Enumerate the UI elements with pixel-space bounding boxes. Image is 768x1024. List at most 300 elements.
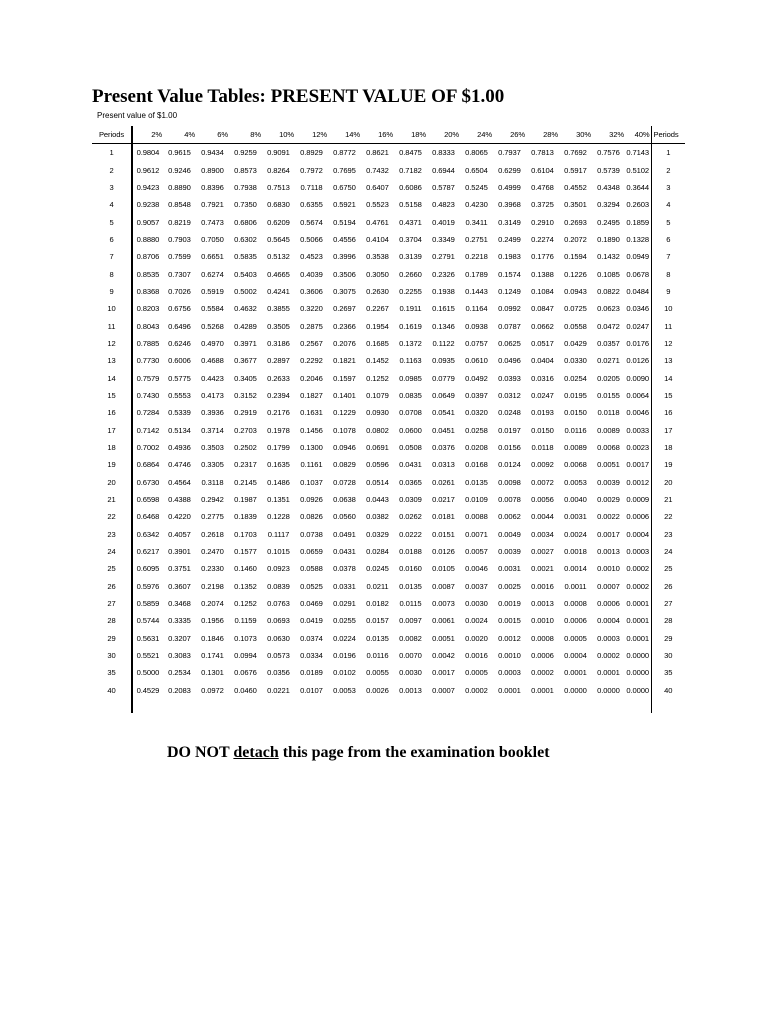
pv-value-cell: 0.0053 bbox=[333, 685, 356, 695]
pv-value-cell: 0.5521 bbox=[136, 651, 160, 661]
pv-value-cell: 0.4564 bbox=[168, 477, 191, 487]
period-cell: 2 bbox=[92, 161, 132, 178]
pv-value-cell: 0.4388 bbox=[168, 495, 191, 505]
pv-value-cell: 0.0188 bbox=[399, 547, 422, 557]
pv-value-cell: 0.0630 bbox=[267, 633, 290, 643]
pv-value-cell: 0.8065 bbox=[465, 148, 488, 158]
pv-value-cell: 0.0107 bbox=[300, 685, 323, 695]
pv-value-cell: 0.5744 bbox=[136, 616, 160, 626]
pv-value-cell: 0.1594 bbox=[564, 252, 587, 262]
period-cell-right: 1 bbox=[651, 144, 685, 162]
pv-value-cell: 0.3220 bbox=[300, 304, 323, 314]
pv-value-cell: 0.7937 bbox=[498, 148, 521, 158]
pv-value-cell: 0.0070 bbox=[399, 651, 422, 661]
pv-value-cell: 0.7350 bbox=[234, 200, 257, 210]
table-row bbox=[92, 404, 685, 421]
period-cell-right: 20 bbox=[651, 474, 685, 491]
pv-value-cell: 0.0678 bbox=[626, 269, 650, 279]
pv-value-cell: 0.1163 bbox=[399, 356, 422, 366]
rate-header: 12% bbox=[295, 126, 328, 144]
table-row bbox=[92, 265, 685, 282]
pv-value-cell: 0.0160 bbox=[399, 564, 422, 574]
pv-value-cell: 0.0002 bbox=[465, 685, 488, 695]
pv-value-cell: 0.4761 bbox=[366, 217, 389, 227]
pv-value-cell: 0.1117 bbox=[267, 529, 290, 539]
pv-value-cell: 0.1938 bbox=[432, 286, 455, 296]
pv-value-cell: 0.6651 bbox=[201, 252, 224, 262]
pv-value-cell: 0.8396 bbox=[201, 182, 224, 192]
pv-value-cell: 0.8621 bbox=[366, 148, 389, 158]
pv-value-cell: 0.0089 bbox=[597, 425, 620, 435]
pv-value-cell: 0.1486 bbox=[267, 477, 290, 487]
pv-value-cell: 0.3901 bbox=[168, 547, 191, 557]
pv-value-cell: 0.0005 bbox=[564, 633, 587, 643]
pv-value-cell: 0.0072 bbox=[531, 477, 554, 487]
page-title: Present Value Tables: PRESENT VALUE OF $1.00 bbox=[92, 86, 505, 107]
pv-value-cell: 0.1159 bbox=[234, 616, 257, 626]
pv-value-cell: 0.0042 bbox=[432, 651, 455, 661]
pv-value-cell: 0.0021 bbox=[531, 564, 554, 574]
table-row bbox=[92, 317, 685, 334]
pv-value-cell: 0.0787 bbox=[498, 321, 521, 331]
pv-value-cell: 0.0205 bbox=[597, 373, 620, 383]
pv-value-cell: 0.0009 bbox=[626, 495, 650, 505]
pv-value-cell: 0.0005 bbox=[465, 668, 488, 678]
pv-value-cell: 0.4371 bbox=[399, 217, 422, 227]
pv-value-cell: 0.1328 bbox=[626, 234, 650, 244]
pv-value-cell: 0.0046 bbox=[626, 408, 650, 418]
period-cell: 18 bbox=[92, 439, 132, 456]
pv-value-cell: 0.8772 bbox=[333, 148, 356, 158]
pv-value-cell: 0.0013 bbox=[399, 685, 422, 695]
pv-value-cell: 0.0090 bbox=[626, 373, 650, 383]
table-row bbox=[92, 682, 685, 713]
pv-value-cell: 0.0376 bbox=[432, 443, 455, 453]
period-cell: 28 bbox=[92, 612, 132, 629]
pv-value-cell: 0.0211 bbox=[366, 581, 389, 591]
period-cell-right: 14 bbox=[651, 369, 685, 386]
pv-value-cell: 0.1372 bbox=[399, 338, 422, 348]
pv-value-cell: 0.0022 bbox=[597, 512, 620, 522]
pv-value-cell: 0.0071 bbox=[465, 529, 488, 539]
pv-value-cell: 0.0491 bbox=[333, 529, 356, 539]
pv-value-cell: 0.0224 bbox=[333, 633, 356, 643]
pv-value-cell: 0.7695 bbox=[333, 165, 356, 175]
table-row bbox=[92, 508, 685, 525]
pv-value-cell: 0.0393 bbox=[498, 373, 521, 383]
pv-value-cell: 0.1084 bbox=[531, 286, 554, 296]
pv-value-cell: 0.5002 bbox=[234, 286, 257, 296]
pv-value-cell: 0.1401 bbox=[333, 390, 356, 400]
pv-value-cell: 0.0313 bbox=[432, 460, 455, 470]
table-row bbox=[92, 352, 685, 369]
pv-value-cell: 0.0109 bbox=[465, 495, 488, 505]
period-cell-right: 29 bbox=[651, 630, 685, 647]
pv-value-cell: 0.6355 bbox=[300, 200, 323, 210]
pv-value-cell: 0.0013 bbox=[597, 547, 620, 557]
pv-value-cell: 0.0002 bbox=[531, 668, 554, 678]
pv-value-cell: 0.0030 bbox=[399, 668, 422, 678]
pv-value-cell: 0.4746 bbox=[168, 460, 191, 470]
pv-value-cell: 0.6598 bbox=[136, 495, 160, 505]
pv-value-cell: 0.2330 bbox=[201, 564, 224, 574]
pv-value-cell: 0.7182 bbox=[399, 165, 422, 175]
pv-value-cell: 0.0001 bbox=[626, 633, 650, 643]
pv-value-cell: 0.4556 bbox=[333, 234, 356, 244]
period-cell: 12 bbox=[92, 335, 132, 352]
pv-value-cell: 0.2292 bbox=[300, 356, 323, 366]
pv-value-cell: 0.0826 bbox=[300, 512, 323, 522]
pv-value-cell: 0.6302 bbox=[234, 234, 257, 244]
pv-value-cell: 0.1956 bbox=[201, 616, 224, 626]
pv-value-cell: 0.4823 bbox=[432, 200, 455, 210]
pv-value-cell: 0.2693 bbox=[564, 217, 587, 227]
pv-value-cell: 0.0708 bbox=[399, 408, 422, 418]
pv-value-cell: 0.0073 bbox=[432, 599, 455, 609]
period-cell-right: 27 bbox=[651, 595, 685, 612]
pv-value-cell: 0.0006 bbox=[597, 599, 620, 609]
pv-value-cell: 0.0030 bbox=[465, 599, 488, 609]
pv-value-cell: 0.1776 bbox=[531, 252, 554, 262]
pv-value-cell: 0.0331 bbox=[333, 581, 356, 591]
pv-value-cell: 0.9434 bbox=[201, 148, 224, 158]
pv-value-cell: 0.0596 bbox=[366, 460, 389, 470]
pv-value-cell: 0.0329 bbox=[366, 529, 389, 539]
pv-value-cell: 0.8890 bbox=[168, 182, 191, 192]
table-row bbox=[92, 213, 685, 230]
pv-value-cell: 0.0763 bbox=[267, 599, 290, 609]
pv-value-cell: 0.8203 bbox=[136, 304, 160, 314]
pv-value-cell: 0.1078 bbox=[333, 425, 356, 435]
rate-header: 8% bbox=[229, 126, 262, 144]
pv-value-cell: 0.4665 bbox=[267, 269, 290, 279]
pv-value-cell: 0.0181 bbox=[432, 512, 455, 522]
table-row bbox=[92, 595, 685, 612]
pv-value-cell: 0.0023 bbox=[626, 443, 650, 453]
period-cell: 4 bbox=[92, 196, 132, 213]
pv-value-cell: 0.7432 bbox=[366, 165, 389, 175]
pv-value-cell: 0.0027 bbox=[531, 547, 554, 557]
pv-value-cell: 0.3506 bbox=[333, 269, 356, 279]
pv-value-cell: 0.6407 bbox=[366, 182, 389, 192]
pv-value-cell: 0.0082 bbox=[399, 633, 422, 643]
pv-value-cell: 0.7473 bbox=[201, 217, 224, 227]
pv-value-cell: 0.0157 bbox=[366, 616, 389, 626]
period-cell: 22 bbox=[92, 508, 132, 525]
period-cell-right: 12 bbox=[651, 335, 685, 352]
pv-value-cell: 0.0946 bbox=[333, 443, 356, 453]
pv-value-cell: 0.2499 bbox=[498, 234, 521, 244]
period-cell-right: 25 bbox=[651, 560, 685, 577]
pv-value-cell: 0.8368 bbox=[136, 286, 160, 296]
pv-value-cell: 0.1635 bbox=[267, 460, 290, 470]
pv-value-cell: 0.1574 bbox=[498, 269, 521, 279]
pv-value-cell: 0.0659 bbox=[300, 547, 323, 557]
pv-value-cell: 0.4970 bbox=[201, 338, 224, 348]
period-cell-right: 8 bbox=[651, 265, 685, 282]
pv-value-cell: 0.6806 bbox=[234, 217, 257, 227]
period-cell-right: 21 bbox=[651, 491, 685, 508]
pv-value-cell: 0.1351 bbox=[267, 495, 290, 505]
pv-value-cell: 0.8929 bbox=[300, 148, 323, 158]
pv-value-cell: 0.3405 bbox=[234, 373, 257, 383]
pv-value-cell: 0.0135 bbox=[465, 477, 488, 487]
pv-value-cell: 0.0033 bbox=[626, 425, 650, 435]
pv-value-cell: 0.4523 bbox=[300, 252, 323, 262]
pv-value-cell: 0.1987 bbox=[234, 495, 257, 505]
pv-value-cell: 0.0017 bbox=[432, 668, 455, 678]
pv-value-cell: 0.3725 bbox=[531, 200, 554, 210]
pv-value-cell: 0.0309 bbox=[399, 495, 422, 505]
period-cell: 11 bbox=[92, 317, 132, 334]
pv-value-cell: 0.1073 bbox=[234, 633, 257, 643]
pv-value-cell: 0.0365 bbox=[399, 477, 422, 487]
period-cell-right: 28 bbox=[651, 612, 685, 629]
period-cell-right: 4 bbox=[651, 196, 685, 213]
pv-value-cell: 0.0312 bbox=[498, 390, 521, 400]
pv-value-cell: 0.0008 bbox=[564, 599, 587, 609]
pv-value-cell: 0.0492 bbox=[465, 373, 488, 383]
pv-value-cell: 0.0247 bbox=[626, 321, 650, 331]
pv-value-cell: 0.1577 bbox=[234, 547, 257, 557]
pv-value-cell: 0.1443 bbox=[465, 286, 488, 296]
pv-value-cell: 0.0484 bbox=[626, 286, 650, 296]
pv-value-cell: 0.0026 bbox=[366, 685, 389, 695]
pv-value-cell: 0.3207 bbox=[168, 633, 191, 643]
pv-value-cell: 0.0013 bbox=[531, 599, 554, 609]
pv-value-cell: 0.5000 bbox=[136, 668, 160, 678]
pv-value-cell: 0.1226 bbox=[564, 269, 587, 279]
period-cell: 23 bbox=[92, 526, 132, 543]
period-cell-right: 5 bbox=[651, 213, 685, 230]
pv-value-cell: 0.4039 bbox=[300, 269, 323, 279]
pv-value-cell: 0.2198 bbox=[201, 581, 224, 591]
rate-header: 26% bbox=[493, 126, 526, 144]
pv-value-cell: 0.1228 bbox=[267, 512, 290, 522]
pv-value-cell: 0.0356 bbox=[267, 668, 290, 678]
table-row bbox=[92, 456, 685, 473]
pv-value-cell: 0.2633 bbox=[267, 373, 290, 383]
pv-value-cell: 0.0000 bbox=[626, 668, 650, 678]
pv-value-cell: 0.0011 bbox=[564, 581, 587, 591]
pv-value-cell: 0.0291 bbox=[333, 599, 356, 609]
present-value-table bbox=[92, 126, 685, 713]
pv-value-cell: 0.0089 bbox=[564, 443, 587, 453]
pv-value-cell: 0.0034 bbox=[531, 529, 554, 539]
pv-value-cell: 0.0088 bbox=[465, 512, 488, 522]
period-cell: 14 bbox=[92, 369, 132, 386]
pv-value-cell: 0.0638 bbox=[333, 495, 356, 505]
pv-value-cell: 0.0004 bbox=[564, 651, 587, 661]
period-cell: 27 bbox=[92, 595, 132, 612]
pv-value-cell: 0.1456 bbox=[300, 425, 323, 435]
pv-value-cell: 0.3075 bbox=[333, 286, 356, 296]
pv-value-cell: 0.0007 bbox=[432, 685, 455, 695]
pv-value-cell: 0.0029 bbox=[597, 495, 620, 505]
pv-value-cell: 0.9259 bbox=[234, 148, 257, 158]
period-cell: 35 bbox=[92, 664, 132, 681]
pv-value-cell: 0.0196 bbox=[333, 651, 356, 661]
pv-value-cell: 0.0451 bbox=[432, 425, 455, 435]
pv-value-cell: 0.0053 bbox=[564, 477, 587, 487]
pv-value-cell: 0.0115 bbox=[399, 599, 422, 609]
pv-value-cell: 0.0985 bbox=[399, 373, 422, 383]
pv-value-cell: 0.1460 bbox=[234, 564, 257, 574]
pv-value-cell: 0.4632 bbox=[234, 304, 257, 314]
pv-value-cell: 0.0126 bbox=[432, 547, 455, 557]
pv-value-cell: 0.6104 bbox=[531, 165, 554, 175]
pv-value-cell: 0.7002 bbox=[136, 443, 160, 453]
pv-value-cell: 0.2074 bbox=[201, 599, 224, 609]
pv-value-cell: 0.6299 bbox=[498, 165, 521, 175]
period-cell: 1 bbox=[92, 144, 132, 162]
pv-value-cell: 0.7430 bbox=[136, 390, 160, 400]
pv-value-cell: 0.1619 bbox=[399, 321, 422, 331]
rate-header: 10% bbox=[262, 126, 295, 144]
pv-value-cell: 0.0397 bbox=[465, 390, 488, 400]
pv-value-cell: 0.1352 bbox=[234, 581, 257, 591]
pv-value-cell: 0.1890 bbox=[597, 234, 620, 244]
rate-header: 32% bbox=[592, 126, 625, 144]
pv-value-cell: 0.9091 bbox=[267, 148, 290, 158]
table-row bbox=[92, 335, 685, 352]
pv-value-cell: 0.7692 bbox=[564, 148, 587, 158]
pv-value-cell: 0.5917 bbox=[564, 165, 587, 175]
period-cell: 13 bbox=[92, 352, 132, 369]
pv-value-cell: 0.5775 bbox=[168, 373, 191, 383]
pv-value-cell: 0.2919 bbox=[234, 408, 257, 418]
pv-value-cell: 0.1079 bbox=[366, 390, 389, 400]
pv-value-cell: 0.3349 bbox=[432, 234, 455, 244]
pv-value-cell: 0.3936 bbox=[201, 408, 224, 418]
period-cell: 9 bbox=[92, 283, 132, 300]
pv-value-cell: 0.2630 bbox=[366, 286, 389, 296]
pv-value-cell: 0.0600 bbox=[399, 425, 422, 435]
pv-value-cell: 0.0001 bbox=[626, 599, 650, 609]
pv-value-cell: 0.0431 bbox=[399, 460, 422, 470]
period-cell-right: 9 bbox=[651, 283, 685, 300]
pv-value-cell: 0.0000 bbox=[626, 651, 650, 661]
pv-value-cell: 0.0068 bbox=[564, 460, 587, 470]
pv-value-cell: 0.0017 bbox=[597, 529, 620, 539]
pv-value-cell: 0.1631 bbox=[300, 408, 323, 418]
pv-value-cell: 0.0992 bbox=[498, 304, 521, 314]
pv-value-cell: 0.1432 bbox=[597, 252, 620, 262]
pv-value-cell: 0.0517 bbox=[531, 338, 554, 348]
pv-value-cell: 0.4552 bbox=[564, 182, 587, 192]
pv-value-cell: 0.4019 bbox=[432, 217, 455, 227]
pv-value-cell: 0.0197 bbox=[498, 425, 521, 435]
pv-value-cell: 0.0255 bbox=[333, 616, 356, 626]
pv-value-cell: 0.0926 bbox=[300, 495, 323, 505]
pv-value-cell: 0.0514 bbox=[366, 477, 389, 487]
pv-value-cell: 0.0334 bbox=[300, 651, 323, 661]
pv-value-cell: 0.0261 bbox=[432, 477, 455, 487]
pv-value-cell: 0.2897 bbox=[267, 356, 290, 366]
pv-value-cell: 0.7143 bbox=[626, 148, 650, 158]
pv-value-cell: 0.2791 bbox=[432, 252, 455, 262]
pv-value-cell: 0.1388 bbox=[531, 269, 554, 279]
table-row bbox=[92, 474, 685, 491]
pv-value-cell: 0.1846 bbox=[201, 633, 224, 643]
pv-value-cell: 0.3501 bbox=[564, 200, 587, 210]
pv-value-cell: 0.2072 bbox=[564, 234, 587, 244]
rate-header: 30% bbox=[559, 126, 592, 144]
rate-header: 6% bbox=[196, 126, 229, 144]
pv-value-cell: 0.0055 bbox=[366, 668, 389, 678]
pv-value-cell: 0.2470 bbox=[201, 547, 224, 557]
pv-value-cell: 0.0051 bbox=[432, 633, 455, 643]
pv-value-cell: 0.9615 bbox=[168, 148, 191, 158]
pv-value-cell: 0.0330 bbox=[564, 356, 587, 366]
pv-value-cell: 0.4999 bbox=[498, 182, 521, 192]
header-row bbox=[92, 126, 685, 144]
pv-value-cell: 0.5268 bbox=[201, 321, 224, 331]
pv-value-cell: 0.0002 bbox=[597, 651, 620, 661]
pv-value-cell: 0.7576 bbox=[597, 148, 620, 158]
period-cell-right: 40 bbox=[651, 682, 685, 713]
rate-header: 4% bbox=[163, 126, 196, 144]
period-cell: 6 bbox=[92, 231, 132, 248]
pv-value-cell: 0.9423 bbox=[136, 182, 160, 192]
pv-value-cell: 0.7938 bbox=[234, 182, 257, 192]
pv-value-cell: 0.0176 bbox=[626, 338, 650, 348]
period-cell-right: 3 bbox=[651, 179, 685, 196]
pv-value-cell: 0.7118 bbox=[300, 182, 323, 192]
pv-value-cell: 0.9246 bbox=[168, 165, 191, 175]
rate-header: 24% bbox=[460, 126, 493, 144]
pv-value-cell: 0.2176 bbox=[267, 408, 290, 418]
pv-value-cell: 0.7730 bbox=[136, 356, 160, 366]
pv-value-cell: 0.4423 bbox=[201, 373, 224, 383]
pv-value-cell: 0.2394 bbox=[267, 390, 290, 400]
pv-value-cell: 0.0057 bbox=[465, 547, 488, 557]
pv-value-cell: 0.2046 bbox=[300, 373, 323, 383]
pv-value-cell: 0.0016 bbox=[531, 581, 554, 591]
table-row bbox=[92, 664, 685, 681]
pv-value-cell: 0.0024 bbox=[465, 616, 488, 626]
pv-value-cell: 0.0404 bbox=[531, 356, 554, 366]
period-cell-right: 11 bbox=[651, 317, 685, 334]
period-cell: 21 bbox=[92, 491, 132, 508]
pv-value-cell: 0.8706 bbox=[136, 252, 160, 262]
pv-value-cell: 0.0431 bbox=[333, 547, 356, 557]
pv-value-cell: 0.0118 bbox=[531, 443, 554, 453]
footer-underlined-word: detach bbox=[233, 744, 279, 761]
period-cell: 40 bbox=[92, 682, 132, 713]
pv-value-cell: 0.4220 bbox=[168, 512, 191, 522]
pv-value-cell: 0.0779 bbox=[432, 373, 455, 383]
pv-value-cell: 0.0006 bbox=[564, 616, 587, 626]
pv-value-cell: 0.8573 bbox=[234, 165, 257, 175]
pv-value-cell: 0.1085 bbox=[597, 269, 620, 279]
pv-value-cell: 0.3644 bbox=[626, 182, 650, 192]
pv-value-cell: 0.0018 bbox=[564, 547, 587, 557]
pv-value-cell: 0.0049 bbox=[498, 529, 521, 539]
pv-value-cell: 0.2326 bbox=[432, 269, 455, 279]
pv-value-cell: 0.1161 bbox=[300, 460, 323, 470]
pv-value-cell: 0.5859 bbox=[136, 599, 160, 609]
pv-value-cell: 0.7885 bbox=[136, 338, 160, 348]
period-cell: 10 bbox=[92, 300, 132, 317]
pv-value-cell: 0.0097 bbox=[399, 616, 422, 626]
pv-value-cell: 0.0525 bbox=[300, 581, 323, 591]
pv-value-cell: 0.2218 bbox=[465, 252, 488, 262]
pv-value-cell: 0.2660 bbox=[399, 269, 422, 279]
period-cell-right: 19 bbox=[651, 456, 685, 473]
period-cell-right: 22 bbox=[651, 508, 685, 525]
rate-header: 28% bbox=[526, 126, 559, 144]
